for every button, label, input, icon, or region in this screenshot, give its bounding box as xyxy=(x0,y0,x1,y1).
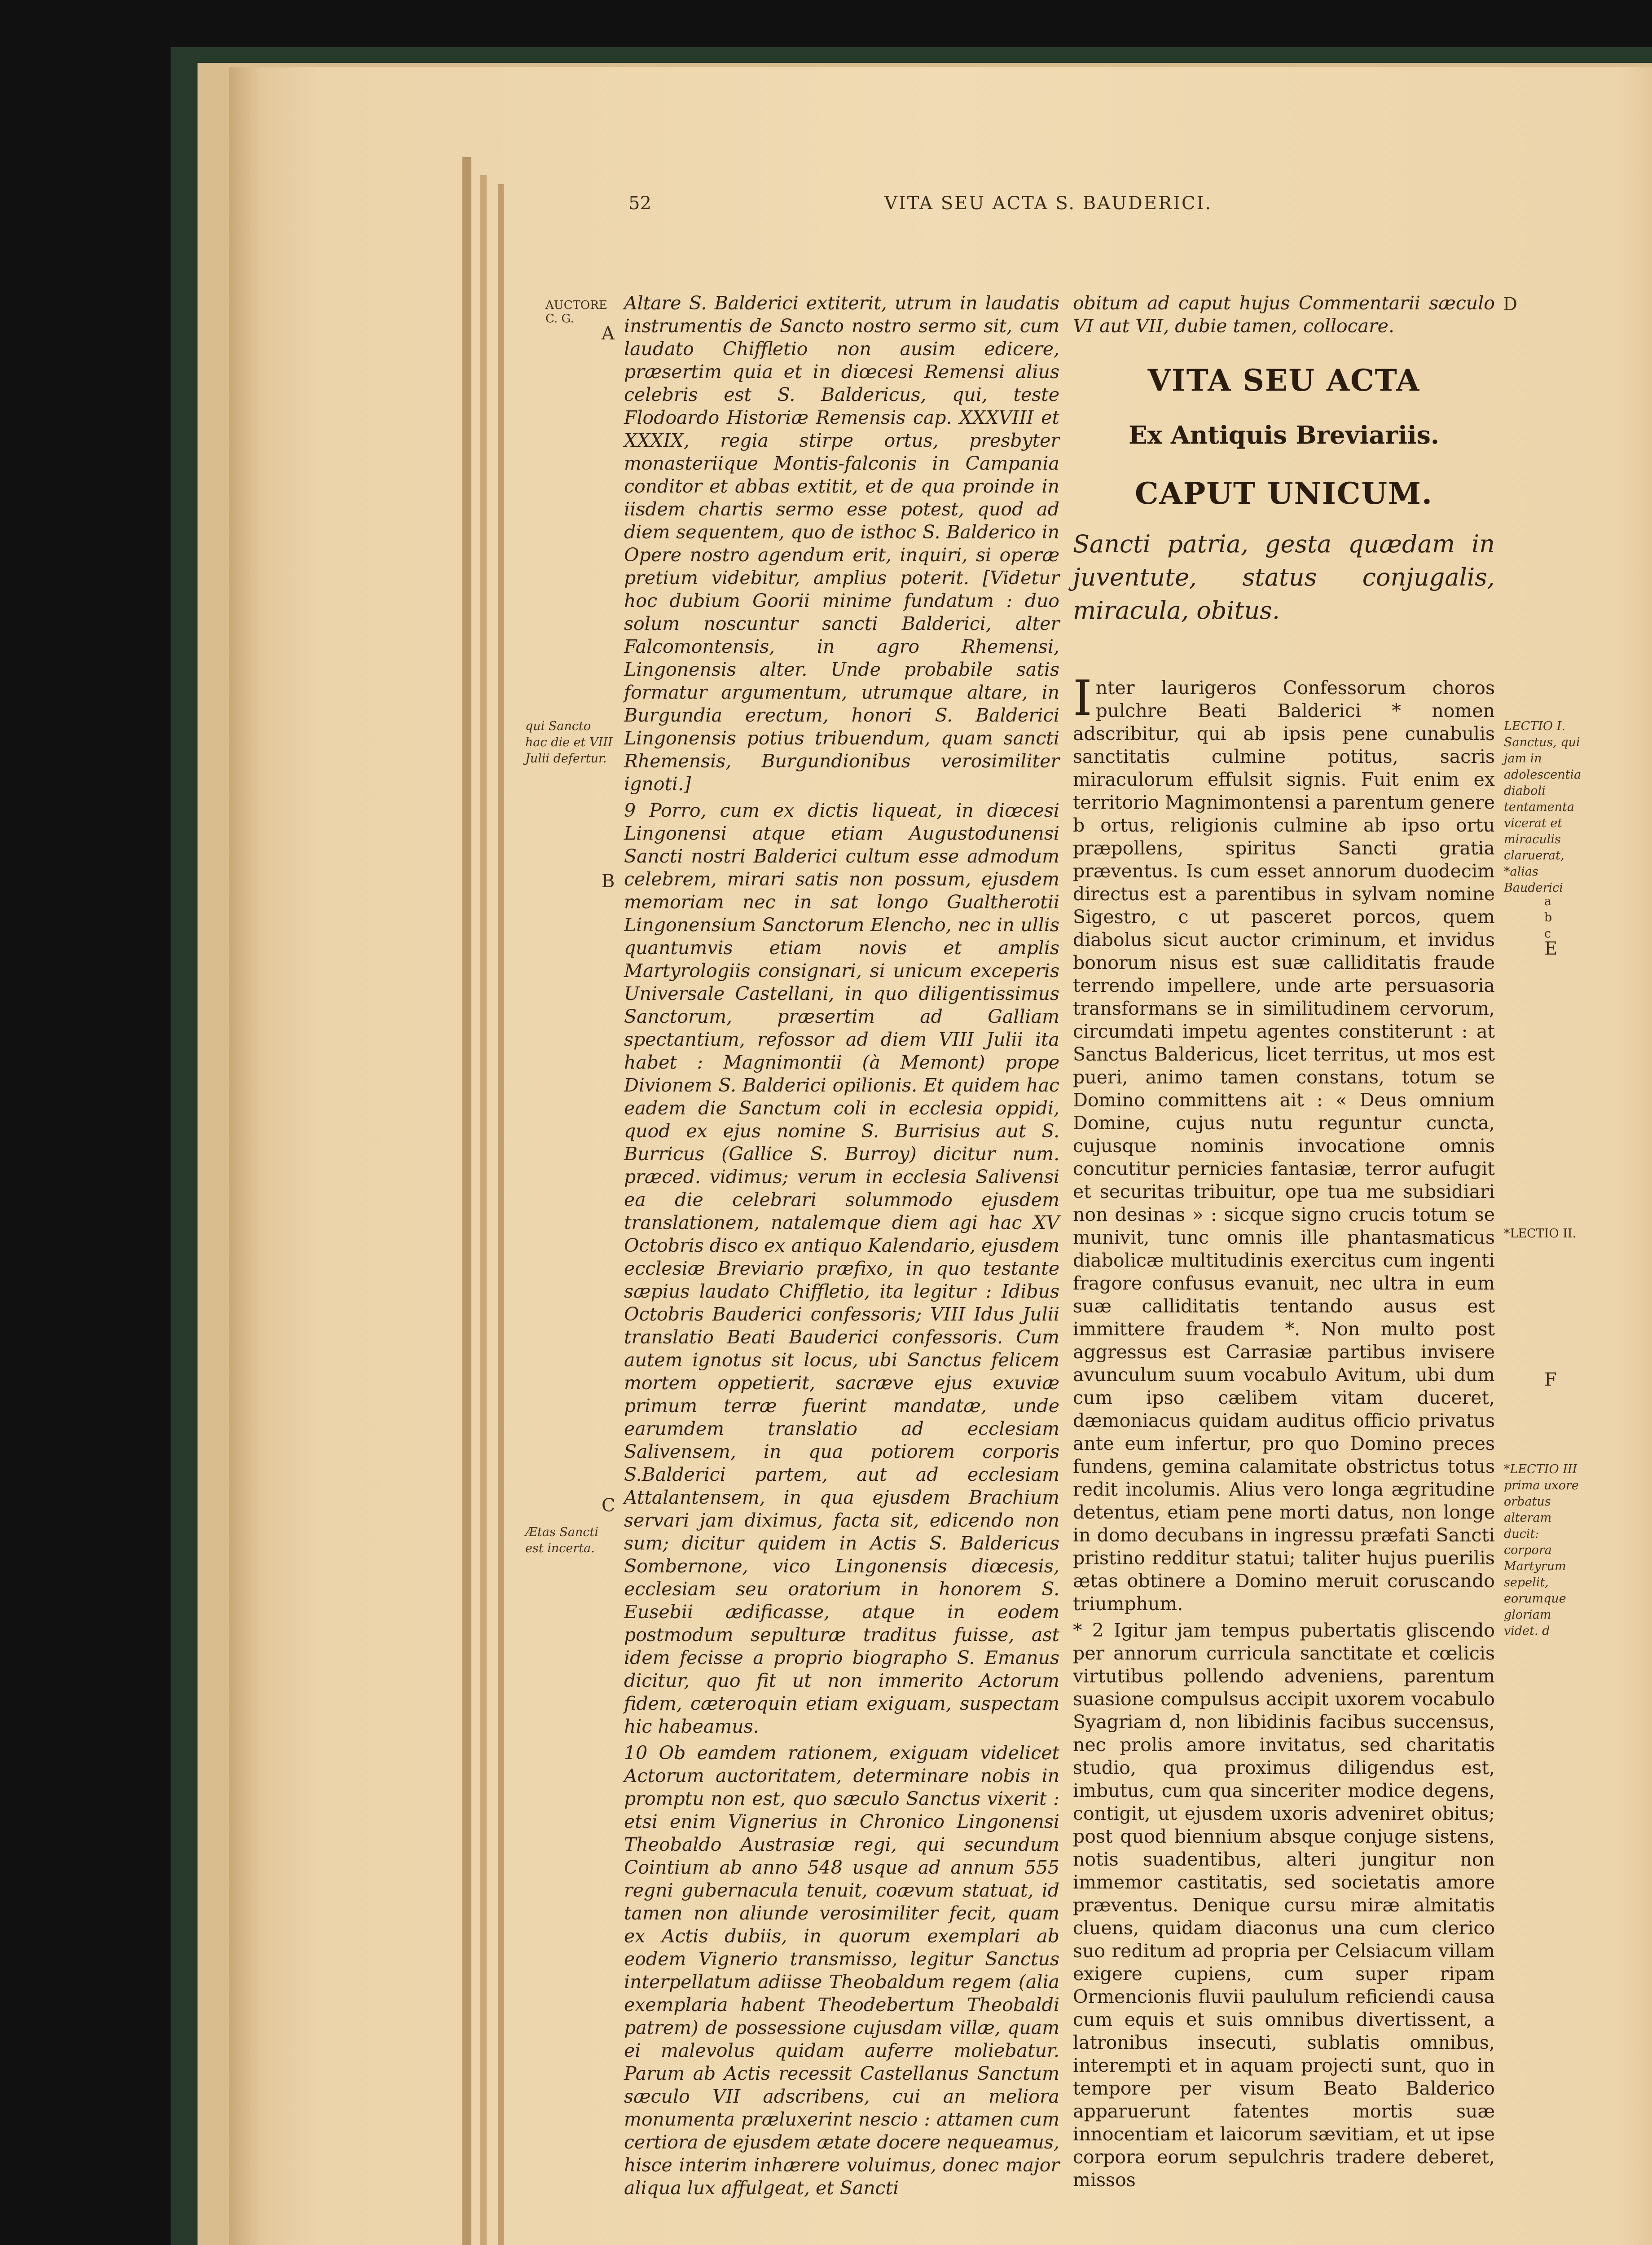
margin-note-lectio-3: *LECTIO III prima uxore orbatus alteram ducit: corpora Martyrum sepelit, eorumque gloriam videt. d xyxy=(1504,1462,1579,1638)
page-edge xyxy=(480,175,487,2245)
left-paragraph-1: Altare S. Balderici extiterit, utrum in laudatis instrumentis de Sancto nostro sermo sit, cum laudato Chiffletio non ausim edicere, præsertim quia et in diœcesi Remensi alius celebris est S. Baldericus, qui, teste Flodoardo Historiæ Remensis cap. XXXVIII et XXXIX, regia stirpe ortus, presbyter monasteriique Montis-falconis in Campania conditor et abbas extitit, et de qua proinde in iisdem chartis sermo esse potest, quod ad diem sequentem, quo de isthoc S. Balderico in Opere nostro agendum erit, inquiri, si operæ pretium videbitur, amplius poterit. [Videtur hoc dubium Goorii minime fundatum : duo solum noscuntur sancti Balderici, alter Falcomontensis, in agro Rhemensi, Lingonensis alter. Unde probabile satis formatur argumentum, utrumque altare, in Burgundia erectum, honori S. Balderici Lingonensis potius tribuendum, quam sancti Rhemensis, Burgundionibus verosimiliter ignoti.] xyxy=(624,292,1059,795)
margin-letter-f: F xyxy=(1544,1369,1557,1390)
chapter-summary: Sancti patria, gesta quædam in juventute, status conjugalis, miracula, obitus. xyxy=(1073,530,1495,625)
chapter-title: CAPUT UNICUM. xyxy=(1135,476,1433,511)
vita-body xyxy=(1073,670,1495,2192)
page-edge xyxy=(462,157,471,2245)
margin-note-left-1: qui Sancto hac die et VIII Julii defertur. xyxy=(525,719,613,766)
margin-note-lectio-1: LECTIO I. Sanctus, qui jam in adolescentia diaboli tentamenta vicerat et miraculis claruerat, *alias Bauderici xyxy=(1504,719,1582,895)
page-number: 52 xyxy=(628,193,651,214)
intro-continuation: obitum ad caput hujus Commentarii sæculo VI aut VII, dubie tamen, collocare. xyxy=(1073,292,1495,337)
margin-note-left-2: Ætas Sancti est incerta. xyxy=(525,1525,599,1555)
left-paragraph-2: 9 Porro, cum ex dictis liqueat, in diœcesi Lingonensi atque etiam Augustodunensi Sancti nostri Balderici cultum esse admodum celebrem, mirari satis non possum, ejusdem memoriam nec in sat longo Gualtherotii Lingonensium Sanctorum Elencho, nec in ullis quantumvis etiam novis et amplis Martyrologiis consignari, si unicum exceperis Universale Castellani, in quo diligentissimus Sanctorum, præsertim ad Galliam spectantium, refossor ad diem VIII Julii ita habet : Magnimontii (à Memont) prope Divionem S. Balderici opilionis. Et quidem hac eadem die Sanctum coli in ecclesia oppidi, quod ex ejus nomine S. Burrisius aut S. Burricus (Gallice S. Burroy) dicitur num. præced. vidimus; verum in ecclesia Salivensi ea die celebrari solummodo ejusdem translationem, natalemque diem agi hac XV Octobris disco ex antiquo Kalendario, ejusdem ecclesiæ Breviario præfixo, in quo testante sæpius laudato Chiffletio, ita legitur : Idibus Octobris Bauderici confessoris; VIII Idus Julii translatio Beati Bauderici confessoris. Cum autem ignotus sit locus, ubi Sanctus felicem mortem oppetierit, sacræve ejus exuviæ primum terræ fuerint mandatæ, unde earumdem translatio ad ecclesiam Salivensem, in qua potiorem corporis S.Balderici partem, aut ad ecclesiam Attalantensem, in qua ejusdem Brachium servari jam diximus, facta sit, edicendo non sum; dicitur quidem in Actis S. Baldericus Sombernone, vico Lingonensis diœcesis, ecclesiam seu oratorium in honorem S. Eusebii ædificasse, atque in eodem postmodum sepulturæ traditus fuisse, ast idem fecisse a proprio biographo S. Emanus dicitur, quo fit ut non immerito Actorum fidem, cæteroquin etiam exiguam, suspectam hic habeamus. xyxy=(624,800,1059,1737)
left-column xyxy=(624,292,1059,2203)
vita-paragraph-1 xyxy=(1073,670,1495,1616)
vita-subtitle: Ex Antiquis Breviariis. xyxy=(1128,420,1440,449)
drop-cap: I xyxy=(1073,670,1092,726)
vita-title: VITA SEU ACTA xyxy=(1147,363,1420,398)
vita-paragraph-2: * 2 Igitur jam tempus pubertatis gliscendo per annorum curricula sanctitate et cœlicis virtutibus pollendo adveniens, parentum suasione compulsus accipit uxorem vocabulo Syagriam d, non libidinis facibus succensus, nec prolis amore invitatus, sed charitatis studio, qua proximus diligendus est, imbutus, cum qua sinceriter modice degens, contigit, ut ejusdem uxoris adveniret obitus; post quod biennium absque conjuge sistens, notis suadentibus, alteri jungitur non immemor castitatis, sed societatis amore præventus. Denique cursu miræ almitatis cluens, quidam diaconus una cum clerico suo reditum ad propria per Celsiacum villam exigere cupiens, cum super ripam Ormencionis fluvii paululum reficiendi causa cum equis et suis omnibus divertissent, a latronibus insecuti, sublatis omnibus, interempti et in aquam projecti sunt, quo in tempore per visum Beato Balderico apparuerunt fatentes mortis suæ innocentiam et laicorum sævitiam, et ut ipse corpora eorum sepulchris tradere deberet, missos xyxy=(1073,1620,1495,2191)
left-paragraph-3: 10 Ob eamdem rationem, exiguam videlicet Actorum auctoritatem, determinare nobis in promptu non est, quo sæculo Sanctus vixerit : etsi enim Vignerius in Chronico Lingonensi Theobaldo Austrasiæ regi, qui secundum Cointium ab anno 548 usque ad annum 555 regni gubernacula tenuit, coævum statuat, id tamen non aliunde verosimiliter fecit, quam ex Actis dubiis, in quorum exemplari ab eodem Vignerio transmisso, legitur Sanctus interpellatum adiisse Theobaldum regem (alia exemplaria habent Theodebertum Theobaldi patrem) de possessione cujusdam villæ, quam ei malevolus quidam auferre moliebatur. Parum ab Actis recessit Castellanus Sanctum sæculo VII adscribens, cui an meliora monumenta præluxerint nescio : attamen cum certiora de ejusdem ætate docere nequeamus, hisce interim inhærere voluimus, donec major aliqua lux affulgeat, et Sancti xyxy=(624,1742,1059,2199)
margin-letter-a: A xyxy=(602,323,615,344)
margin-letter-d: D xyxy=(1503,294,1518,315)
running-header xyxy=(395,193,1495,224)
running-title: VITA SEU ACTA S. BAUDERICI. xyxy=(884,193,1213,214)
margin-letter-c: C xyxy=(602,1495,615,1516)
page-edge xyxy=(498,184,504,2245)
right-column xyxy=(1073,292,1495,2195)
auctore-note: AUCTORE C. G. xyxy=(545,299,607,326)
margin-note-refs-abc: a b c xyxy=(1544,894,1552,941)
margin-letter-b: B xyxy=(602,871,615,892)
vita-paragraph-1-text: nter laurigeros Confessorum choros pulchre Beati Balderici * nomen adscribitur, qui ab ipsis pene cunabulis sanctitatis culmine potitus, sacris miraculorum effulsit signis. Fuit enim ex territorio Magnimontensi a parentum genere b ortus, religionis culmine ab ipso ortu præpollens, spiritus Sancti gratia præventus. Is cum esset annorum duodecim directus est a parentibus in sylvam nomine Sigestro, c ut pasceret porcos, quem diabolus sicut auctor criminum, et invidus bonorum nisus est suæ calliditatis fraude terrendo impellere, unde arte persuasoria transformans se in similitudinem cervorum, circumdati impetu agentes constiterunt : at Sanctus Baldericus, licet territus, ut mos est pueri, animo tamen constans, totum se Domino committens ait : « Deus omnium Domine, cujus nutu reguntur cuncta, cujusque nominis invocatione omnis concutitur pernicies fantasiæ, terror aufugit et securitas tribuitur, ope tua me subsidiari non desinas » : sicque signo crucis totum se munivit, tunc omnis ille phantasmaticus diabolicæ multitudinis exercitus cum ingenti fragore confusus evanuit, nec ultra in eum suæ calliditatis tentando ausus est immittere fraudem *. Non multo post aggressus est Carrasiæ partibus invisere avunculum suum vocabulo Avitum, ubi dum cum ipso cælibem vitam duceret, dæmoniacus quidam auditus officio privatus ante eum infertur, pro quo Domino preces fundens, gemina calamitate obstrictus totus redit incolumis. Alius vero longa ægritudine detentus, etiam pene morti datus, non longe in domo decubans in ingressu præfati Sancti pristino redditur statui; taliter hujus puerilis ætas obtinere a Domino meruit coruscando triumphum. xyxy=(1073,677,1495,1615)
margin-letter-e: E xyxy=(1544,938,1558,959)
margin-note-lectio-2: *LECTIO II. xyxy=(1504,1227,1577,1241)
